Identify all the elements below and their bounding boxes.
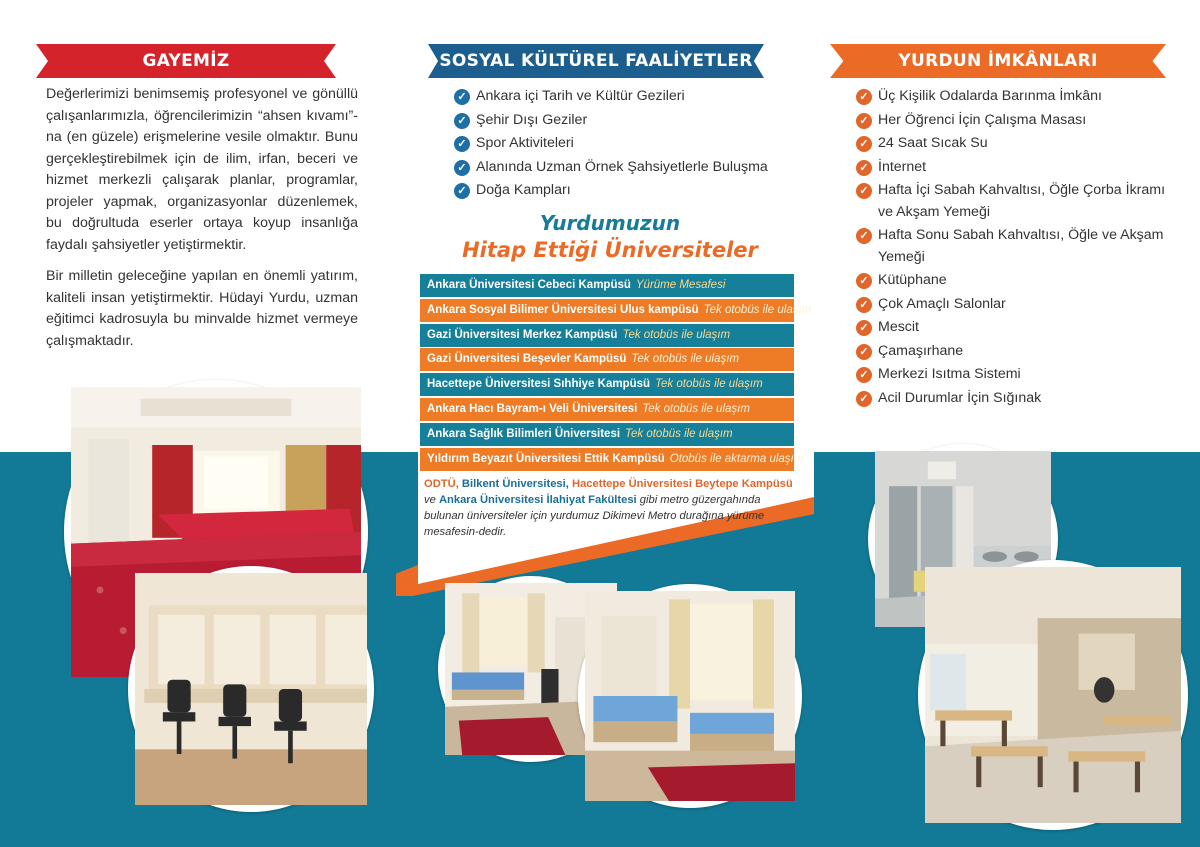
university-row: Ankara Sağlık Bilimleri Üniversitesi Tek otobüs ile ulaşım: [420, 423, 794, 446]
university-row: Hacettepe Üniversitesi Sıhhiye Kampüsü Tek otobüs ile ulaşım: [420, 373, 794, 396]
bedroom-photo-2: [578, 584, 802, 808]
check-icon: ✓: [856, 136, 872, 152]
check-icon: ✓: [856, 183, 872, 199]
check-icon: ✓: [454, 89, 470, 105]
activities-title: SOSYAL KÜLTÜREL FAALİYETLER: [439, 51, 753, 71]
check-icon: ✓: [856, 89, 872, 105]
facility-item: ✓ 24 Saat Sıcak Su: [856, 133, 1176, 155]
gayemiz-paragraph-2: Bir milletin geleceğine yapılan en önemli yatırım, kaliteli insan yetiştirmektir. Hüdayi Yurdu, uzman eğitimci kadrosuyla bu minvalde hizmet vermeye çalışmaktadır.: [46, 268, 358, 349]
facility-item: ✓ Çamaşırhane: [856, 341, 1176, 363]
check-icon: ✓: [856, 391, 872, 407]
gayemiz-title: GAYEMİZ: [142, 51, 230, 71]
facility-item: ✓ Acil Durumlar İçin Sığınak: [856, 388, 1176, 410]
facility-item: ✓ İnternet: [856, 157, 1176, 179]
metro-note: ODTÜ, Bilkent Üniversitesi, Hacettepe Üniversitesi Beytepe Kampüsü ve Ankara Üniversitesi İlahiyat Fakültesi gibi metro güzergahında bulunan üniversiteler için yurdumuz Dikimevi Metro durağına yürüme mesafesin-dedir.: [424, 478, 793, 538]
university-row: Gazi Üniversitesi Beşevler Kampüsü Tek otobüs ile ulaşım: [420, 348, 794, 371]
university-row: Ankara Üniversitesi Cebeci Kampüsü Yürüme Mesafesi: [420, 274, 794, 297]
university-row: Yıldırım Beyazıt Üniversitesi Ettik Kampüsü Otobüs ile aktarma ulaşım: [420, 448, 794, 471]
facilities-ribbon: [830, 44, 1166, 78]
activity-item: ✓ Doğa Kampları: [454, 180, 794, 202]
universities-heading-line2: Hitap Ettiği Üniversiteler: [462, 238, 758, 262]
facility-item: ✓ Kütüphane: [856, 270, 1176, 292]
activity-item: ✓ Spor Aktiviteleri: [454, 133, 794, 155]
check-icon: ✓: [856, 297, 872, 313]
activity-item: ✓ Ankara içi Tarih ve Kültür Gezileri: [454, 86, 794, 108]
university-row: Ankara Hacı Bayram-ı Veli Üniversitesi Tek otobüs ile ulaşım: [420, 398, 794, 421]
check-icon: ✓: [454, 136, 470, 152]
activities-ribbon: [428, 44, 764, 78]
facility-item: ✓ Üç Kişilik Odalarda Barınma İmkânı: [856, 86, 1176, 108]
facility-item: ✓ Hafta Sonu Sabah Kahvaltısı, Öğle ve Akşam Yemeği: [856, 225, 1176, 268]
check-icon: ✓: [856, 344, 872, 360]
gayemiz-paragraph-1: Değerlerimizi benimsemiş profesyonel ve gönüllü çalışanlarımızla, öğrencilerimizin “ahsen kıvamı”-na (en güzele) erişmelerine vesile olmaktır. Bunu gerçekleştirebilmek için de ilim, irfan, beceri ve hizmet merkezli çalışarak planlar, programlar, projeler yapmak, organizasyonlar düzenlemek, bu doğrultuda eserler ortaya koyup insanlığa faydalı şahsiyetler yetiştirmektir.: [46, 86, 358, 253]
study-room-photo: [128, 566, 374, 812]
university-row: Ankara Sosyal Bilimer Üniversitesi Ulus kampüsü Tek otobüs ile ulaşım: [420, 299, 794, 322]
check-icon: ✓: [454, 183, 470, 199]
check-icon: ✓: [856, 228, 872, 244]
facility-item: ✓ Merkezi Isıtma Sistemi: [856, 364, 1176, 386]
universities-heading: [420, 210, 800, 264]
activity-item: ✓ Alanında Uzman Örnek Şahsiyetlerle Buluşma: [454, 157, 794, 179]
activities-list: [454, 86, 794, 204]
check-icon: ✓: [454, 160, 470, 176]
facility-item: ✓ Her Öğrenci İçin Çalışma Masası: [856, 110, 1176, 132]
check-icon: ✓: [856, 367, 872, 383]
facilities-title: YURDUN İMKÂNLARI: [898, 51, 1098, 71]
universities-heading-line1: Yurdumuzun: [539, 211, 681, 235]
check-icon: ✓: [454, 113, 470, 129]
activity-item: ✓ Şehir Dışı Geziler: [454, 110, 794, 132]
universities-list: [420, 274, 812, 472]
facility-item: ✓ Çok Amaçlı Salonlar: [856, 294, 1176, 316]
facilities-list: [856, 86, 1176, 411]
check-icon: ✓: [856, 160, 872, 176]
check-icon: ✓: [856, 113, 872, 129]
check-icon: ✓: [856, 273, 872, 289]
check-icon: ✓: [856, 320, 872, 336]
dining-hall-photo: [918, 560, 1188, 830]
facility-item: ✓ Mescit: [856, 317, 1176, 339]
university-row: Gazi Üniversitesi Merkez Kampüsü Tek otobüs ile ulaşım: [420, 324, 794, 347]
facility-item: ✓ Hafta İçi Sabah Kahvaltısı, Öğle Çorba İkramı ve Akşam Yemeği: [856, 180, 1176, 223]
gayemiz-ribbon: [36, 44, 336, 78]
